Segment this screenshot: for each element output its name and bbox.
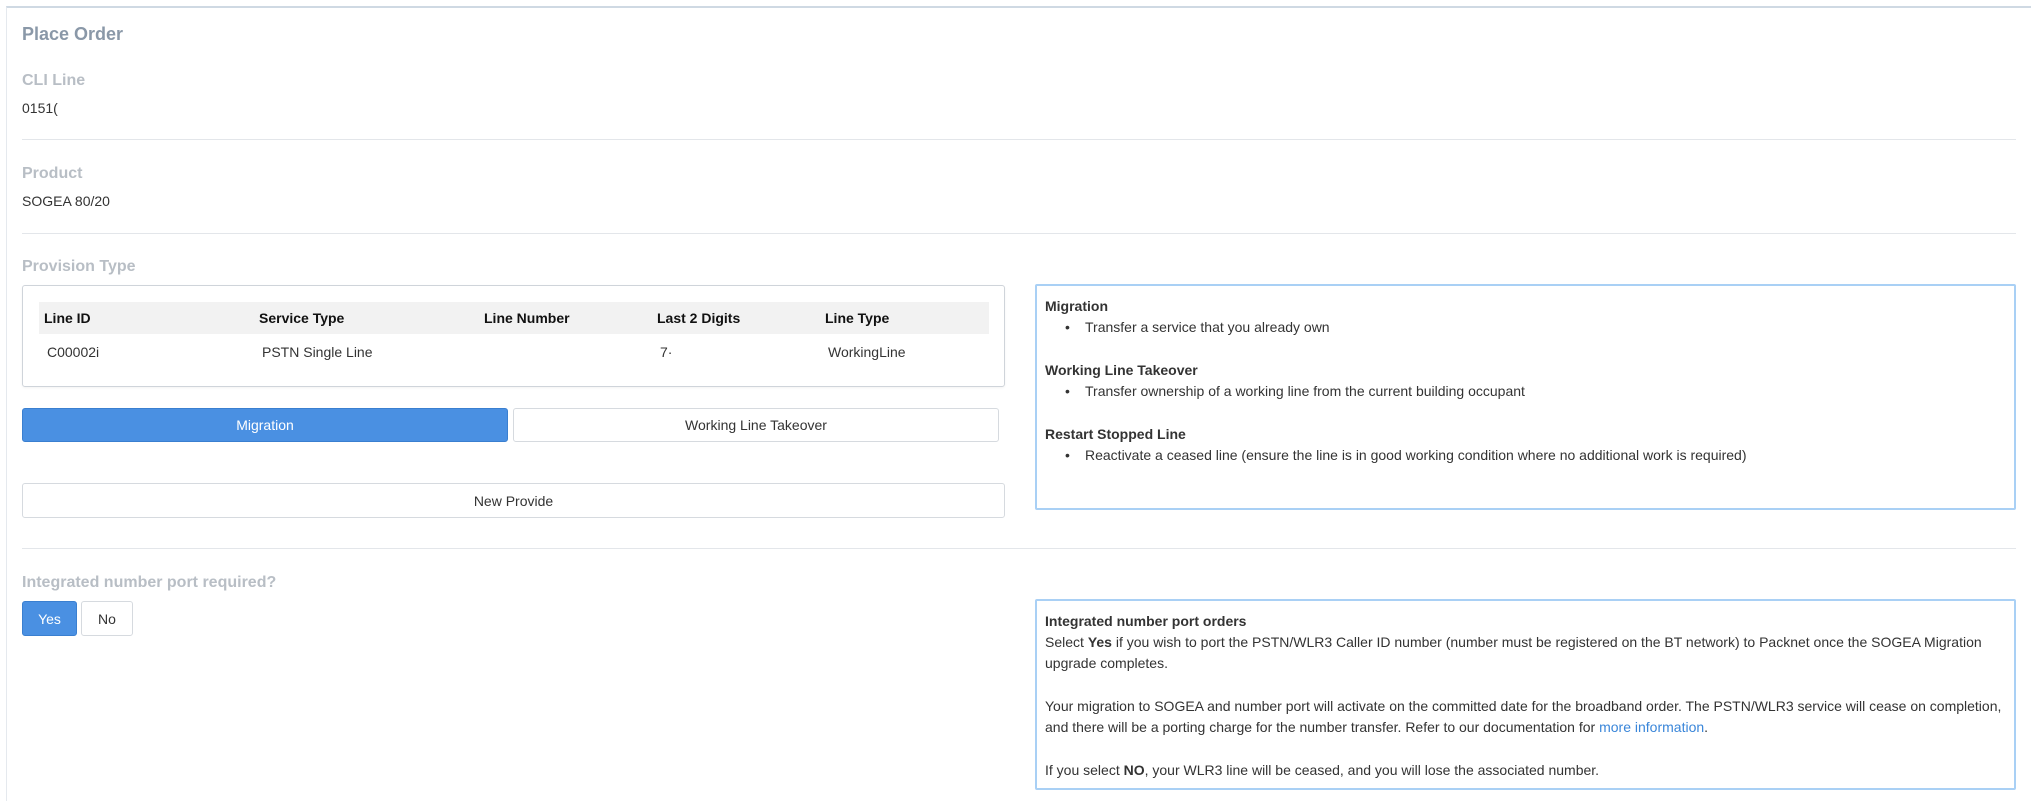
line-table	[39, 302, 989, 370]
line-table-card	[22, 285, 1005, 387]
product-value: SOGEA 80/20	[22, 193, 110, 209]
migration-info-desc: • Transfer a service that you already own	[1065, 317, 2006, 338]
table-header-row	[39, 302, 989, 334]
col-header-line-type: Line Type	[820, 302, 989, 334]
page-title: Place Order	[22, 24, 124, 44]
working-line-takeover-button[interactable]: Working Line Takeover	[513, 408, 999, 442]
port-info-paragraph-2: Your migration to SOGEA and number port will activate on the committed date for the broadband order. The PSTN/WLR3 service will cease on completion, and there will be a porting charge for the number transfer. Refer to our documentation for more information.	[1045, 698, 2002, 735]
table-row[interactable]	[39, 334, 989, 370]
wlt-info-desc: • Transfer ownership of a working line from the current building occupant	[1065, 381, 2006, 402]
migration-button[interactable]: Migration	[22, 408, 508, 442]
cell-service-type: PSTN Single Line	[262, 344, 373, 360]
restart-info-desc: • Reactivate a ceased line (ensure the line is in good working condition where no additional work is required)	[1065, 445, 2006, 466]
restart-info-title: Restart Stopped Line	[1045, 426, 1186, 442]
port-info-box	[1035, 599, 2016, 790]
migration-info-title: Migration	[1045, 298, 1108, 314]
port-yes-button[interactable]: Yes	[22, 601, 77, 636]
port-info-paragraph-3: If you select NO, your WLR3 line will be ceased, and you will lose the associated number.	[1045, 762, 1600, 778]
wlt-info-title: Working Line Takeover	[1045, 362, 1198, 378]
col-header-line-number: Line Number	[479, 302, 652, 334]
divider	[22, 233, 2016, 234]
new-provide-button[interactable]: New Provide	[22, 483, 1005, 518]
cli-line-label: CLI Line	[22, 72, 86, 89]
port-info-paragraph-1: Select Yes if you wish to port the PSTN/WLR3 Caller ID number (number must be registered on the BT network) to Packnet once the SOGEA Migration upgrade completes.	[1045, 634, 1982, 671]
col-header-service-type: Service Type	[254, 302, 479, 334]
provision-type-label: Provision Type	[22, 258, 136, 275]
cell-last-2-digits: 7·	[660, 344, 673, 360]
number-port-label: Integrated number port required?	[22, 574, 277, 591]
provision-info-box	[1035, 284, 2016, 510]
port-info-title: Integrated number port orders	[1045, 613, 1247, 629]
product-label: Product	[22, 165, 83, 182]
cell-line-number	[479, 334, 652, 370]
port-no-button[interactable]: No	[81, 601, 133, 636]
cell-line-id: C00002i	[47, 344, 100, 360]
cell-line-type: WorkingLine	[828, 344, 906, 360]
divider	[22, 548, 2016, 549]
cli-line-value: 0151(	[22, 100, 58, 116]
divider	[22, 139, 2016, 140]
col-header-last-2-digits: Last 2 Digits	[652, 302, 820, 334]
more-information-link[interactable]: more information	[1599, 719, 1705, 735]
col-header-line-id: Line ID	[39, 302, 254, 334]
